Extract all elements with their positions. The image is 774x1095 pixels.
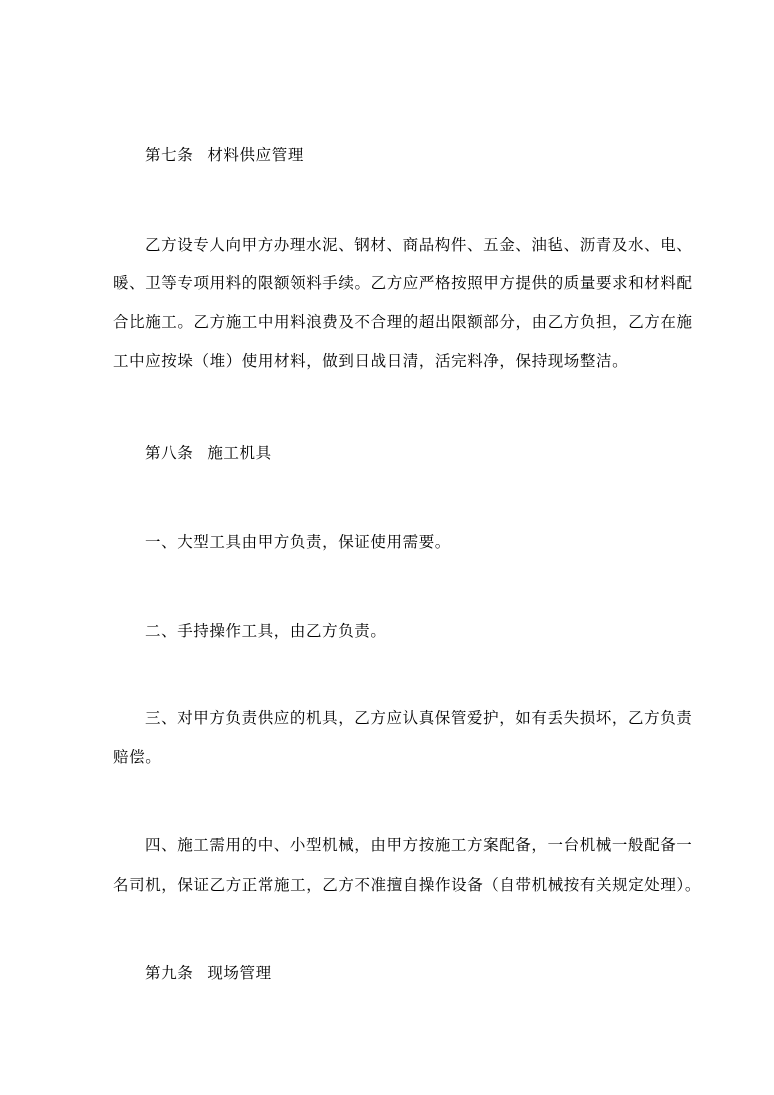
section-7-para-1-line-4: 工中应按垛（堆）使用材料，做到日战日清，活完料净，保持现场整洁。 <box>113 352 629 370</box>
section-8-item-3-line-2: 赔偿。 <box>113 748 162 766</box>
section-7-para-1-line-2: 暖、卫等专项用料的限额领料手续。乙方应严格按照甲方提供的质量要求和材料配 <box>113 274 693 292</box>
section-7-para-1-line-3: 合比施工。乙方施工中用料浪费及不合理的超出限额部分，由乙方负担，乙方在施 <box>113 313 693 331</box>
section-9-heading <box>145 962 705 984</box>
section-7-title: 材料供应管理 <box>207 146 304 164</box>
section-9-title: 现场管理 <box>207 964 272 982</box>
section-8-item-4-line-2: 名司机，保证乙方正常施工，乙方不准擅自操作设备（自带机械按有关规定处理）。 <box>113 876 701 894</box>
section-8-number: 第八条 <box>145 444 194 462</box>
section-8-title: 施工机具 <box>207 444 272 462</box>
section-7-para-1-line-1: 乙方设专人向甲方办理水泥、钢材、商品构件、五金、油毡、沥青及水、电、 <box>145 236 693 254</box>
section-8-heading <box>145 442 705 464</box>
section-8-item-2: 二、手持操作工具，由乙方负责。 <box>145 622 387 640</box>
section-8-item-3-line-1: 三、对甲方负责供应的机具，乙方应认真保管爱护，如有丢失损坏，乙方负责 <box>145 709 693 727</box>
section-9-number: 第九条 <box>145 964 194 982</box>
section-7-heading <box>145 144 705 166</box>
section-8-item-4-line-1: 四、施工需用的中、小型机械，由甲方按施工方案配备，一台机械一般配备一 <box>145 836 693 854</box>
section-8-item-1: 一、大型工具由甲方负责，保证使用需要。 <box>145 533 451 551</box>
section-7-number: 第七条 <box>145 146 194 164</box>
